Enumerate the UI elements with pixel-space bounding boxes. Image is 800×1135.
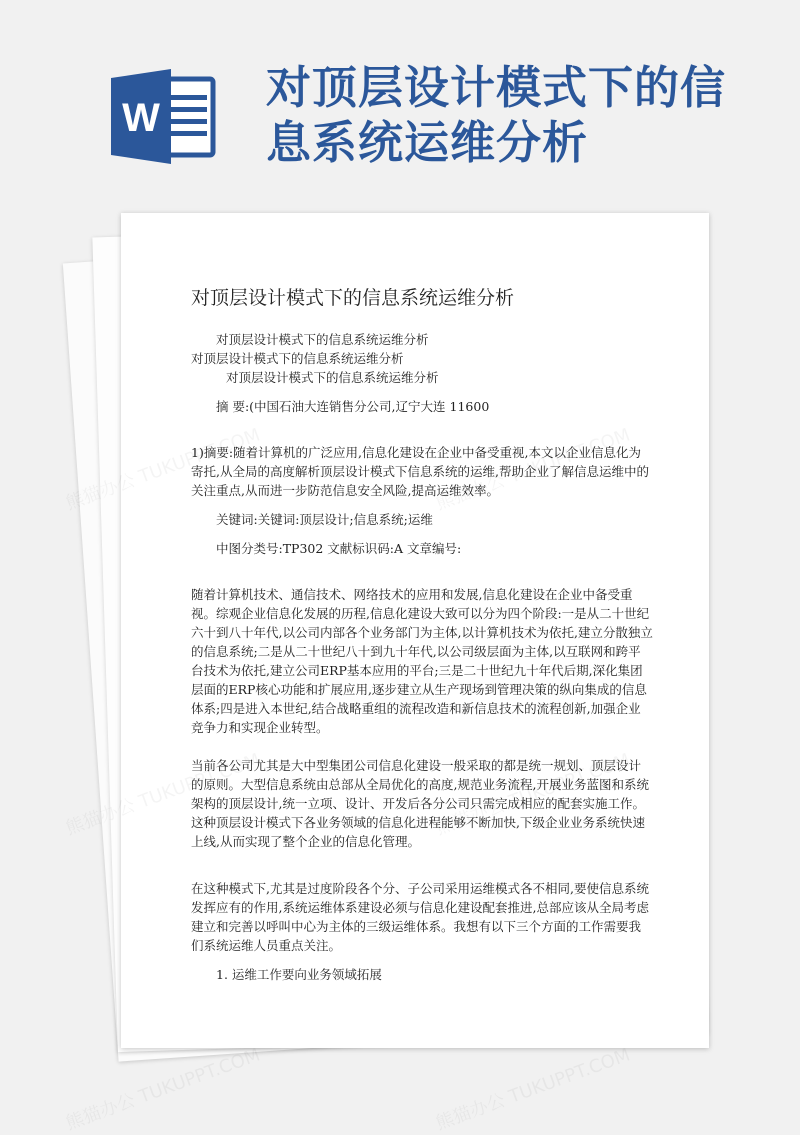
word-document-icon [111, 69, 216, 164]
keywords: 关键词:关键词:顶层设计;信息系统;运维 [216, 512, 433, 527]
subtitle-line-1: 对顶层设计模式下的信息系统运维分析 [216, 332, 429, 347]
watermark [432, 1041, 633, 1135]
list-item-1: 1. 运维工作要向业务领域拓展 [216, 967, 382, 982]
body-paragraph-1: 随着计算机技术、通信技术、网络技术的应用和发展,信息化建设在企业中备受重视。综观企业信息化发展的历程,信息化建设大致可以分为四个阶段:一是从二十世纪六十到八十年代,以公司内部各个业务部门为主体,以计算机技术为依托,建立分散独立的信息系统;二是从二十世纪八十到九十年代,以公司级层面为主体,以互联网和跨平台技术为依托,建立公司ERP基本应用的平台;三是二十世纪九十年代后期,深化集团层面的ERP核心功能和扩展应用,逐步建立从生产现场到管理决策的纵向集成的信息体系;四是进入本世纪,结合战略重组的流程改造和新信息技术的流程创新,加强企业竞争力和实现企业转型。 [191, 587, 653, 735]
header-title: 对顶层设计模式下的信息系统运维分析 [266, 61, 727, 169]
abstract: 1)摘要:随着计算机的广泛应用,信息化建设在企业中备受重视,本文以企业信息化为寄托,从全局的高度解析顶层设计模式下信息系统的运维,帮助企业了解信息运维中的关注重点,从而进一步防范信息安全风险,提高运维效率。 [191, 445, 649, 498]
document-title: 对顶层设计模式下的信息系统运维分析 [191, 287, 515, 309]
classification: 中图分类号:TP302 文献标识码:A 文章编号: [216, 541, 462, 556]
body-paragraph-2: 当前各公司尤其是大中型集团公司信息化建设一般采取的都是统一规划、顶层设计的原则。大型信息系统由总部从全局优化的高度,规范业务流程,开展业务蓝图和系统架构的顶层设计,统一立项、设计、开发后各分公司只需完成相应的配套实施工作。这种顶层设计模式下各业务领域的信息化进程能够不断加快,下级企业业务系统快速上线,从而实现了整个企业的信息化管理。 [191, 758, 649, 849]
subtitle-line-3: 对顶层设计模式下的信息系统运维分析 [226, 370, 439, 385]
word-logo-letter: W [122, 96, 160, 140]
author-affiliation: 摘 要:(中国石油大连销售分公司,辽宁大连 11600 [216, 399, 490, 414]
page-header [0, 0, 800, 200]
subtitle-line-2: 对顶层设计模式下的信息系统运维分析 [191, 351, 404, 366]
document-page [121, 213, 709, 1048]
body-paragraph-3: 在这种模式下,尤其是过度阶段各个分、子公司采用运维模式各不相同,要使信息系统发挥应有的作用,系统运维体系建设必须与信息化建设配套推进,总部应该从全局考虑建立和完善以呼叫中心为主体的三级运维体系。我想有以下三个方面的工作需要我们系统运维人员重点关注。 [191, 881, 649, 953]
